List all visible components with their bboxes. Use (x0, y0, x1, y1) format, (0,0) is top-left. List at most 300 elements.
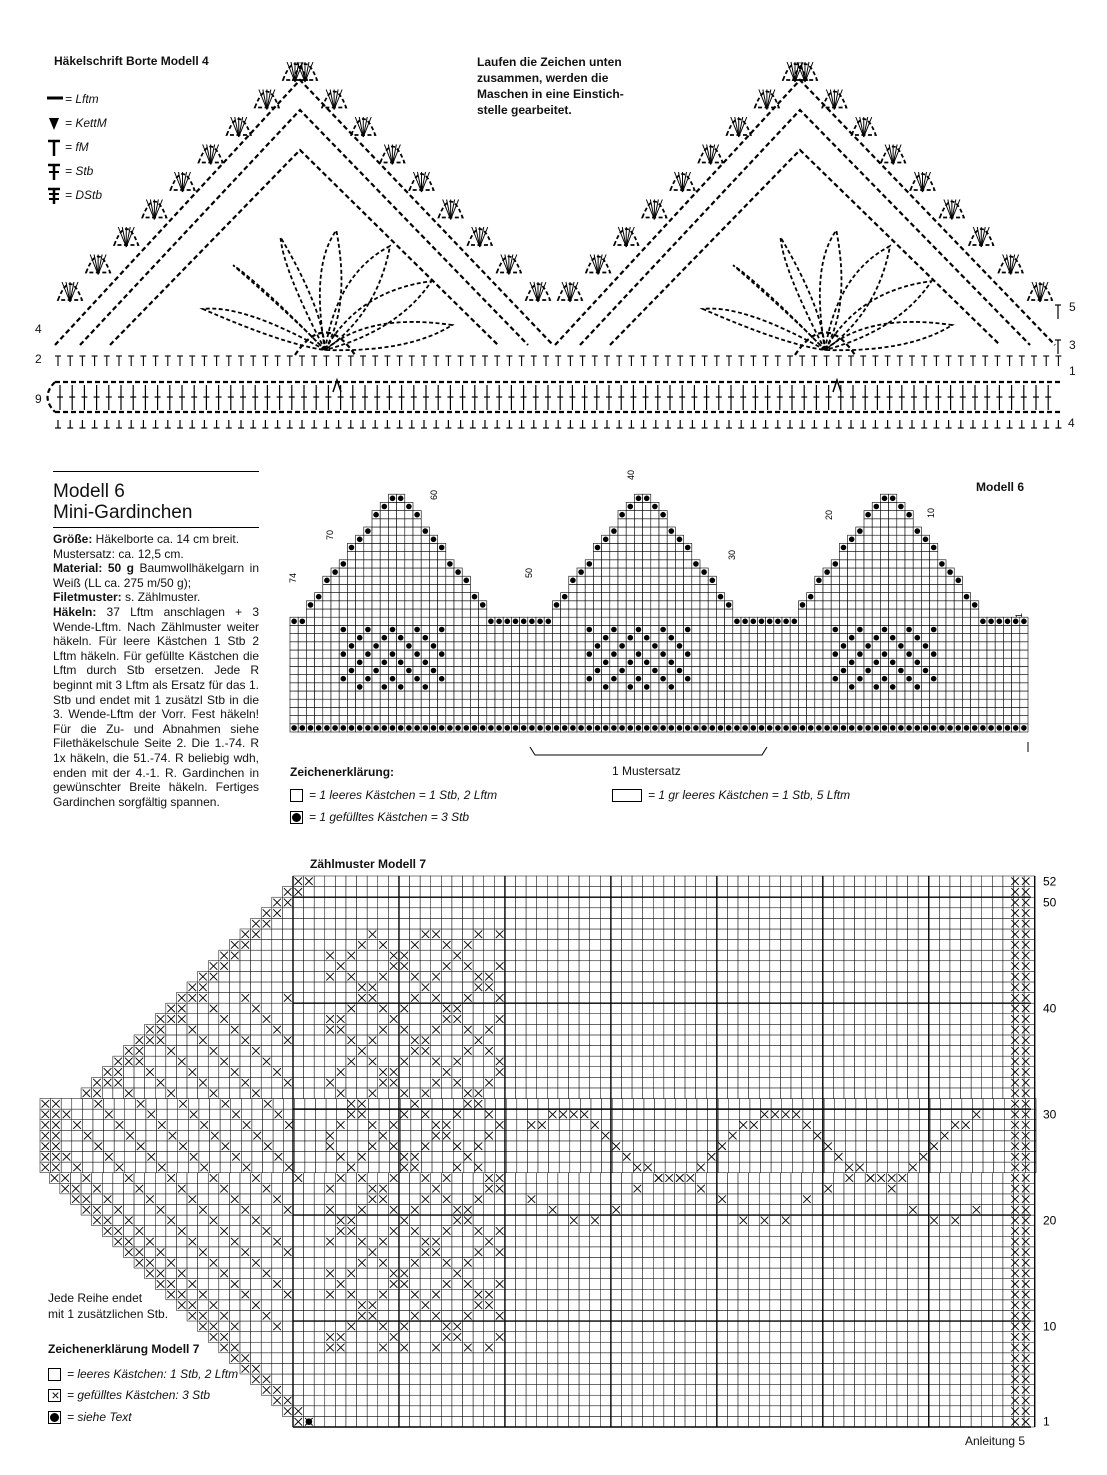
grid-cell (611, 1374, 622, 1385)
grid-cell (463, 1374, 474, 1385)
grid-cell (961, 1406, 972, 1417)
grid-cell (876, 1321, 887, 1332)
grid-cell (738, 1289, 749, 1300)
grid-cell (992, 1300, 1003, 1311)
grid-cell (600, 1279, 611, 1290)
grid-cell (696, 1374, 707, 1385)
grid-cell (378, 1300, 389, 1311)
grid-cell (93, 1162, 104, 1173)
grid-cell (717, 1173, 728, 1184)
grid-cell (897, 1279, 908, 1290)
grid-cell (505, 1268, 516, 1279)
grid-cell (547, 1385, 558, 1396)
grid-cell (653, 1353, 664, 1364)
grid-cell (908, 1363, 919, 1374)
grid-cell (664, 1332, 675, 1343)
grid-cell (590, 1363, 601, 1374)
grid-cell (971, 1332, 982, 1343)
grid-cell (791, 1279, 802, 1290)
grid-cell (114, 1152, 125, 1163)
grid-cell (219, 1236, 230, 1247)
grid-cell (727, 1204, 738, 1215)
grid-cell (410, 1183, 421, 1194)
row-number-label: 60 (429, 489, 439, 500)
grid-cell (346, 1257, 357, 1268)
grid-cell (653, 1300, 664, 1311)
grid-cell (579, 1215, 590, 1226)
grid-cell (198, 1279, 209, 1290)
grid-cell (982, 1406, 993, 1417)
grid-cell (833, 1183, 844, 1194)
grid-cell (685, 1406, 696, 1417)
grid-cell (219, 1300, 230, 1311)
grid-cell (388, 1247, 399, 1258)
grid-cell (272, 1173, 283, 1184)
grid-cell (961, 1204, 972, 1215)
grid-cell (240, 1342, 251, 1353)
grid-cell (929, 1363, 940, 1374)
grid-cell (950, 1247, 961, 1258)
grid-cell (918, 1236, 929, 1247)
grid-cell (590, 1173, 601, 1184)
grid-cell (972, 1162, 983, 1173)
grid-cell (516, 1353, 527, 1364)
grid-cell (908, 1374, 919, 1385)
grid-cell (293, 1353, 304, 1364)
grid-cell (643, 1363, 654, 1374)
grid-cell (717, 1289, 728, 1300)
grid-cell (929, 1353, 940, 1364)
row-number-left: 9 (35, 392, 42, 406)
grid-cell (844, 1342, 855, 1353)
grid-cell (219, 1247, 230, 1258)
grid-cell (102, 1173, 113, 1184)
grid-cell (484, 1363, 495, 1374)
grid-cell (717, 1279, 728, 1290)
grid-cell (282, 1374, 293, 1385)
info-line: Häkeln: 37 Lftm anschlagen + 3 Wende-Lftm. Nach Zählmuster weiter häkeln. Für leere Kästchen 1 Stb 2 Lftm häkeln. Für gefüllte Kästchen die Lftm durch Stb ersetzen. Jede R beginnt mit 3 Lftm als Ersatz für das 1. Stb und endet mit 1 zusätzl Stb in die 3. Wende-Lftm der Vorr. Fest häkeln! Für die Zu- und Abnahmen siehe Filethäkelschule Seite 2. Die 1.-74. R 1x häkeln, die 51.-74. R beliebig wdh, enden mit der 4.-1. R. Gardinchen in gewünschter Breite häkeln. Fertiges Gardinchen sorgfältig spannen. (53, 604, 259, 809)
grid-cell (876, 1416, 887, 1427)
grid-cell (431, 1406, 442, 1417)
grid-cell (304, 1300, 315, 1311)
grid-cell (653, 1215, 664, 1226)
grid-cell (833, 1321, 844, 1332)
grid-cell (738, 1226, 749, 1237)
grid-cell (272, 1268, 283, 1279)
grid-cell (632, 1300, 643, 1311)
grid-cell (835, 1162, 846, 1173)
grid-cell (992, 1353, 1003, 1364)
grid-cell (865, 1268, 876, 1279)
grid-cell (644, 1162, 655, 1173)
grid-cell (516, 1385, 527, 1396)
grid-cell (484, 1395, 495, 1406)
grid-cell (727, 1406, 738, 1417)
grid-cell (632, 1363, 643, 1374)
grid-cell (388, 1300, 399, 1311)
grid-cell (982, 1310, 993, 1321)
grid-cell (337, 1162, 348, 1173)
grid-cell (759, 1300, 770, 1311)
grid-cell (367, 1279, 378, 1290)
grid-cell (833, 1363, 844, 1374)
grid-cell (897, 1268, 908, 1279)
grid-cell (992, 1406, 1003, 1417)
grid-cell (378, 1363, 389, 1374)
grid-cell (484, 1385, 495, 1396)
grid-cell (484, 1406, 495, 1417)
grid-cell (780, 1226, 791, 1237)
grid-cell (325, 1226, 336, 1237)
grid-cell (431, 1204, 442, 1215)
grid-cell (802, 1353, 813, 1364)
grid-cell (727, 1268, 738, 1279)
grid-cell (833, 1194, 844, 1205)
grid-cell (876, 1332, 887, 1343)
grid-cell (685, 1416, 696, 1427)
grid-cell (664, 1289, 675, 1300)
grid-cell (823, 1268, 834, 1279)
grid-cell (378, 1374, 389, 1385)
grid-cell (316, 1162, 327, 1173)
grid-cell (569, 1406, 580, 1417)
grid-cell (367, 1416, 378, 1427)
grid-cell (802, 1416, 813, 1427)
grid-cell (992, 1247, 1003, 1258)
grid-cell (792, 1162, 803, 1173)
grid-cell (664, 1226, 675, 1237)
grid-cell (261, 1321, 272, 1332)
grid-cell (706, 1173, 717, 1184)
grid-cell (971, 1289, 982, 1300)
grid-cell (939, 1279, 950, 1290)
grid-cell (569, 1268, 580, 1279)
grid-cell (314, 1385, 325, 1396)
grid-cell (950, 1300, 961, 1311)
grid-cell (102, 1183, 113, 1194)
grid-cell (749, 1268, 760, 1279)
grid-cell (516, 1194, 527, 1205)
grid-cell (939, 1321, 950, 1332)
grid-cell (569, 1173, 580, 1184)
grid-cell (738, 1204, 749, 1215)
grid-cell (240, 1321, 251, 1332)
grid-cell (759, 1374, 770, 1385)
grid-cell (886, 1363, 897, 1374)
grid-cell (272, 1353, 283, 1364)
grid-cell (558, 1342, 569, 1353)
row-number-label: 40 (626, 469, 636, 480)
grid-cell (494, 1395, 505, 1406)
grid-cell (706, 1406, 717, 1417)
grid-cell (676, 1162, 687, 1173)
grid-cell (791, 1353, 802, 1364)
grid-cell (791, 1236, 802, 1247)
grid-cell (929, 1395, 940, 1406)
grid-cell (962, 1162, 973, 1173)
grid-cell (505, 1183, 516, 1194)
grid-cell (346, 1300, 357, 1311)
grid-cell (727, 1342, 738, 1353)
grid-cell (918, 1226, 929, 1237)
grid-cell (304, 1204, 315, 1215)
grid-cell (484, 1226, 495, 1237)
grid-cell (537, 1342, 548, 1353)
grid-cell (388, 1385, 399, 1396)
grid-cell (600, 1215, 611, 1226)
grid-cell (865, 1353, 876, 1364)
grid-cell (664, 1204, 675, 1215)
grid-cell (335, 1416, 346, 1427)
grid-cell (569, 1321, 580, 1332)
grid-cell (388, 1236, 399, 1247)
grid-cell (738, 1342, 749, 1353)
grid-cell (802, 1300, 813, 1311)
grid-cell (621, 1395, 632, 1406)
grid-cell (367, 1173, 378, 1184)
grid-cell (802, 1321, 813, 1332)
grid-cell (674, 1310, 685, 1321)
grid-cell (780, 1342, 791, 1353)
grid-cell (463, 1268, 474, 1279)
grid-cell (441, 1406, 452, 1417)
grid-cell (653, 1321, 664, 1332)
grid-cell (812, 1215, 823, 1226)
grid-cell (388, 1310, 399, 1321)
grid-cell (929, 1257, 940, 1268)
grid-cell (706, 1183, 717, 1194)
grid-cell (992, 1385, 1003, 1396)
grid-cell (939, 1289, 950, 1300)
grid-cell (537, 1363, 548, 1374)
grid-cell (611, 1363, 622, 1374)
grid-cell (600, 1385, 611, 1396)
grid-cell (929, 1236, 940, 1247)
grid-cell (558, 1406, 569, 1417)
grid-cell (240, 1236, 251, 1247)
grid-cell (611, 1257, 622, 1268)
grid-cell (558, 1194, 569, 1205)
grid-cell (844, 1406, 855, 1417)
grid-cell (738, 1363, 749, 1374)
note-line: Maschen in eine Einstich- (477, 87, 624, 101)
grid-cell (982, 1363, 993, 1374)
grid-cell (886, 1236, 897, 1247)
grid-cell (400, 1162, 411, 1173)
legend-text: = Stb (65, 164, 94, 178)
grid-cell (876, 1204, 887, 1215)
grid-cell (526, 1406, 537, 1417)
grid-cell (210, 1152, 221, 1163)
grid-cell (674, 1374, 685, 1385)
grid-cell (664, 1183, 675, 1194)
grid-cell (918, 1395, 929, 1406)
grid-cell (304, 1374, 315, 1385)
grid-cell (770, 1300, 781, 1311)
grid-cell (611, 1353, 622, 1364)
grid-cell (971, 1385, 982, 1396)
grid-cell (325, 1257, 336, 1268)
grid-cell (335, 1363, 346, 1374)
grid-cell (812, 1204, 823, 1215)
grid-cell (547, 1268, 558, 1279)
grid-cell (749, 1247, 760, 1258)
grid-cell (441, 1385, 452, 1396)
grid-cell (293, 1310, 304, 1321)
grid-cell (696, 1289, 707, 1300)
grid-cell (929, 1183, 940, 1194)
grid-cell (802, 1395, 813, 1406)
grid-cell (706, 1268, 717, 1279)
grid-cell (897, 1363, 908, 1374)
grid-cell (971, 1342, 982, 1353)
grid-cell (664, 1236, 675, 1247)
grid-cell (314, 1363, 325, 1374)
grid-cell (516, 1226, 527, 1237)
grid-cell (410, 1247, 421, 1258)
grid-cell (399, 1247, 410, 1258)
grid-cell (621, 1332, 632, 1343)
grid-cell (145, 1173, 156, 1184)
grid-cell (251, 1332, 262, 1343)
grid-cell (664, 1247, 675, 1258)
grid-cell (791, 1173, 802, 1184)
grid-cell (208, 1268, 219, 1279)
grid-cell (420, 1353, 431, 1364)
grid-cell (621, 1385, 632, 1396)
grid-cell (727, 1194, 738, 1205)
grid-cell (643, 1215, 654, 1226)
grid-cell (727, 1416, 738, 1427)
grid-cell (516, 1416, 527, 1427)
grid-cell (579, 1268, 590, 1279)
grid-cell (696, 1363, 707, 1374)
grid-cell (749, 1257, 760, 1268)
grid-cell (632, 1342, 643, 1353)
grid-cell (346, 1204, 357, 1215)
grid-cell (802, 1385, 813, 1396)
grid-cell (346, 1353, 357, 1364)
grid-cell (229, 1215, 240, 1226)
grid-cell (357, 1332, 368, 1343)
grid-cell (632, 1353, 643, 1364)
grid-cell (335, 1257, 346, 1268)
grid-cell (441, 1416, 452, 1427)
grid-cell (802, 1247, 813, 1258)
grid-cell (229, 1310, 240, 1321)
grid-cell (526, 1279, 537, 1290)
grid-cell (135, 1162, 146, 1173)
grid-cell (833, 1342, 844, 1353)
grid-cell (505, 1310, 516, 1321)
grid-cell (473, 1363, 484, 1374)
grid-cell (314, 1406, 325, 1417)
grid-cell (706, 1194, 717, 1205)
grid-cell (812, 1257, 823, 1268)
grid-cell (516, 1268, 527, 1279)
grid-cell (410, 1406, 421, 1417)
grid-cell (516, 1247, 527, 1258)
grid-cell (420, 1342, 431, 1353)
grid-cell (134, 1194, 145, 1205)
grid-cell (505, 1279, 516, 1290)
grid-cell (643, 1183, 654, 1194)
grid-cell (569, 1385, 580, 1396)
grid-cell (982, 1247, 993, 1258)
grid-cell (208, 1310, 219, 1321)
grid-cell (918, 1363, 929, 1374)
grid-cell (378, 1416, 389, 1427)
grid-cell (261, 1279, 272, 1290)
grid-cell (600, 1395, 611, 1406)
grid-cell (579, 1385, 590, 1396)
grid-cell (961, 1268, 972, 1279)
grid-cell (897, 1300, 908, 1311)
grid-cell (643, 1416, 654, 1427)
grid-cell (961, 1395, 972, 1406)
grid-cell (547, 1247, 558, 1258)
grid-cell (770, 1353, 781, 1364)
grid-cell (855, 1173, 866, 1184)
grid-cell (145, 1183, 156, 1194)
grid-cell (526, 1416, 537, 1427)
grid-cell (410, 1300, 421, 1311)
grid-cell (696, 1204, 707, 1215)
grid-cell (325, 1173, 336, 1184)
grid-cell (123, 1226, 134, 1237)
grid-cell (314, 1247, 325, 1258)
grid-cell (357, 1321, 368, 1332)
grid-cell (812, 1374, 823, 1385)
grid-cell (971, 1183, 982, 1194)
grid-cell (812, 1310, 823, 1321)
grid-cell (791, 1385, 802, 1396)
grid-cell (727, 1385, 738, 1396)
grid-cell (388, 1395, 399, 1406)
info-line: Größe: Häkelborte ca. 14 cm breit. (53, 532, 240, 546)
grid-cell (335, 1395, 346, 1406)
grid-cell (738, 1321, 749, 1332)
grid-cell (441, 1310, 452, 1321)
grid-cell (484, 1310, 495, 1321)
grid-cell (717, 1236, 728, 1247)
grid-cell (611, 1332, 622, 1343)
grid-cell (516, 1173, 527, 1184)
grid-cell (982, 1300, 993, 1311)
grid-cell (992, 1310, 1003, 1321)
grid-cell (844, 1374, 855, 1385)
grid-cell (484, 1321, 495, 1332)
grid-cell (569, 1342, 580, 1353)
grid-cell (569, 1247, 580, 1258)
grid-cell (600, 1374, 611, 1385)
grid-cell (590, 1310, 601, 1321)
grid-cell (780, 1385, 791, 1396)
grid-cell (845, 1162, 856, 1173)
grid-cell (759, 1204, 770, 1215)
grid-cell (621, 1374, 632, 1385)
grid-cell (886, 1279, 897, 1290)
grid-cell (314, 1183, 325, 1194)
grid-cell (558, 1416, 569, 1427)
grid-cell (770, 1395, 781, 1406)
grid-cell (643, 1236, 654, 1247)
grid-cell (812, 1406, 823, 1417)
grid-cell (643, 1406, 654, 1417)
grid-cell (410, 1395, 421, 1406)
grid-cell (420, 1279, 431, 1290)
grid-cell (272, 1289, 283, 1300)
